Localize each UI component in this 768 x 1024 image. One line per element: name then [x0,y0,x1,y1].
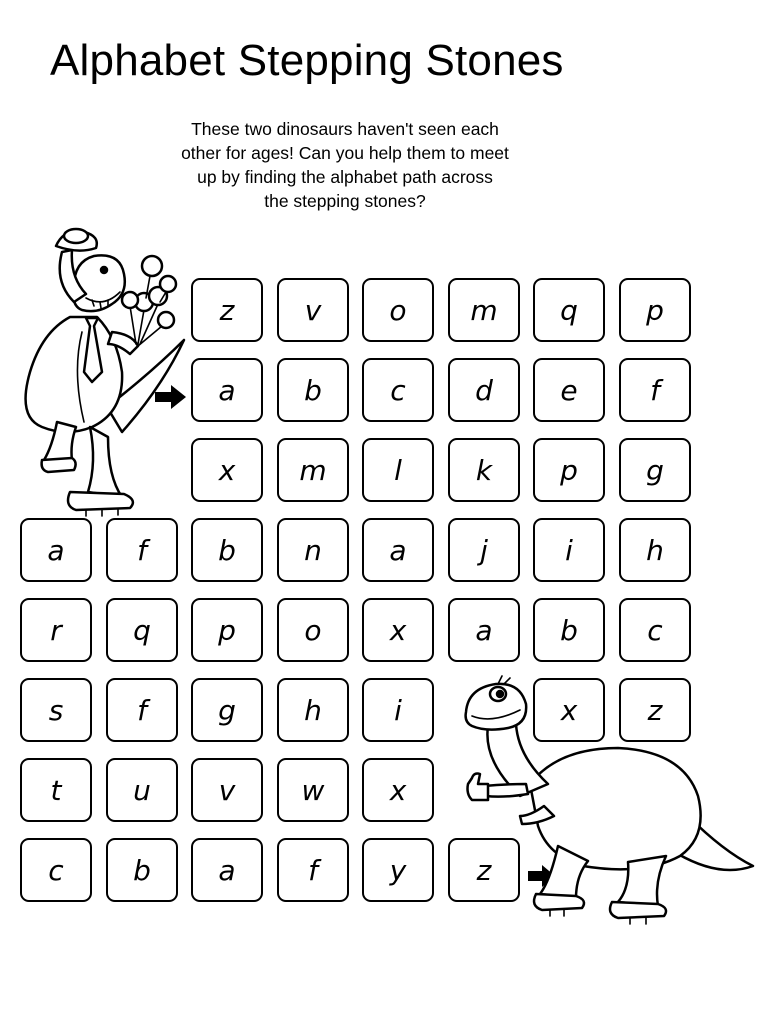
stepping-stone[interactable]: y [362,838,434,902]
stepping-stone[interactable]: n [277,518,349,582]
stepping-stone[interactable]: x [362,758,434,822]
stepping-stone[interactable]: h [619,518,691,582]
stepping-stone[interactable]: s [20,678,92,742]
stepping-stone[interactable]: p [619,278,691,342]
stepping-stone[interactable]: q [106,598,178,662]
stepping-stone[interactable]: b [533,598,605,662]
stepping-stone[interactable]: g [619,438,691,502]
stepping-stone[interactable]: m [448,278,520,342]
stepping-stone[interactable]: z [619,678,691,742]
long-neck-dinosaur-icon [458,666,758,926]
stepping-stone[interactable]: a [191,838,263,902]
stepping-stone[interactable]: a [191,358,263,422]
stepping-stone[interactable]: p [533,438,605,502]
stepping-stone[interactable]: p [191,598,263,662]
stepping-stone[interactable]: b [277,358,349,422]
stepping-stone[interactable]: u [106,758,178,822]
stepping-stone[interactable]: i [533,518,605,582]
stepping-stone[interactable]: j [448,518,520,582]
stepping-stone[interactable]: e [533,358,605,422]
stepping-stone[interactable]: a [448,598,520,662]
stepping-stone[interactable]: k [448,438,520,502]
instructions-line: These two dinosaurs haven't seen each [191,119,499,139]
stepping-stone[interactable]: x [191,438,263,502]
stepping-stone[interactable]: f [106,678,178,742]
stepping-stone[interactable]: q [533,278,605,342]
stepping-stone[interactable]: w [277,758,349,822]
stepping-stone[interactable]: v [277,278,349,342]
stepping-stone[interactable]: i [362,678,434,742]
stepping-stone[interactable]: m [277,438,349,502]
stepping-stone[interactable]: o [277,598,349,662]
stepping-stone[interactable]: c [619,598,691,662]
stepping-stone[interactable]: c [20,838,92,902]
page-title: Alphabet Stepping Stones [50,36,564,85]
stepping-stone[interactable]: x [362,598,434,662]
instructions-line: up by finding the alphabet path across [197,167,493,187]
instructions [120,117,570,213]
stepping-stone[interactable]: r [20,598,92,662]
stepping-stone[interactable]: d [448,358,520,422]
stepping-stone[interactable]: h [277,678,349,742]
stepping-stone[interactable]: l [362,438,434,502]
stepping-stone[interactable]: z [191,278,263,342]
stepping-stone[interactable]: f [619,358,691,422]
stepping-stone[interactable]: f [106,518,178,582]
stepping-stone[interactable]: b [191,518,263,582]
stepping-stone[interactable]: a [362,518,434,582]
stepping-stone[interactable]: f [277,838,349,902]
stepping-stone[interactable]: o [362,278,434,342]
stepping-stone[interactable]: z [448,838,520,902]
stepping-stone[interactable]: a [20,518,92,582]
stepping-stone[interactable]: x [533,678,605,742]
instructions-line: the stepping stones? [264,191,426,211]
stepping-stone[interactable]: b [106,838,178,902]
stepping-stone[interactable]: v [191,758,263,822]
stepping-stone[interactable]: g [191,678,263,742]
dinosaur-with-flowers-icon [12,222,192,517]
stepping-stone[interactable]: c [362,358,434,422]
instructions-line: other for ages! Can you help them to meet [181,143,509,163]
stepping-stone[interactable]: t [20,758,92,822]
